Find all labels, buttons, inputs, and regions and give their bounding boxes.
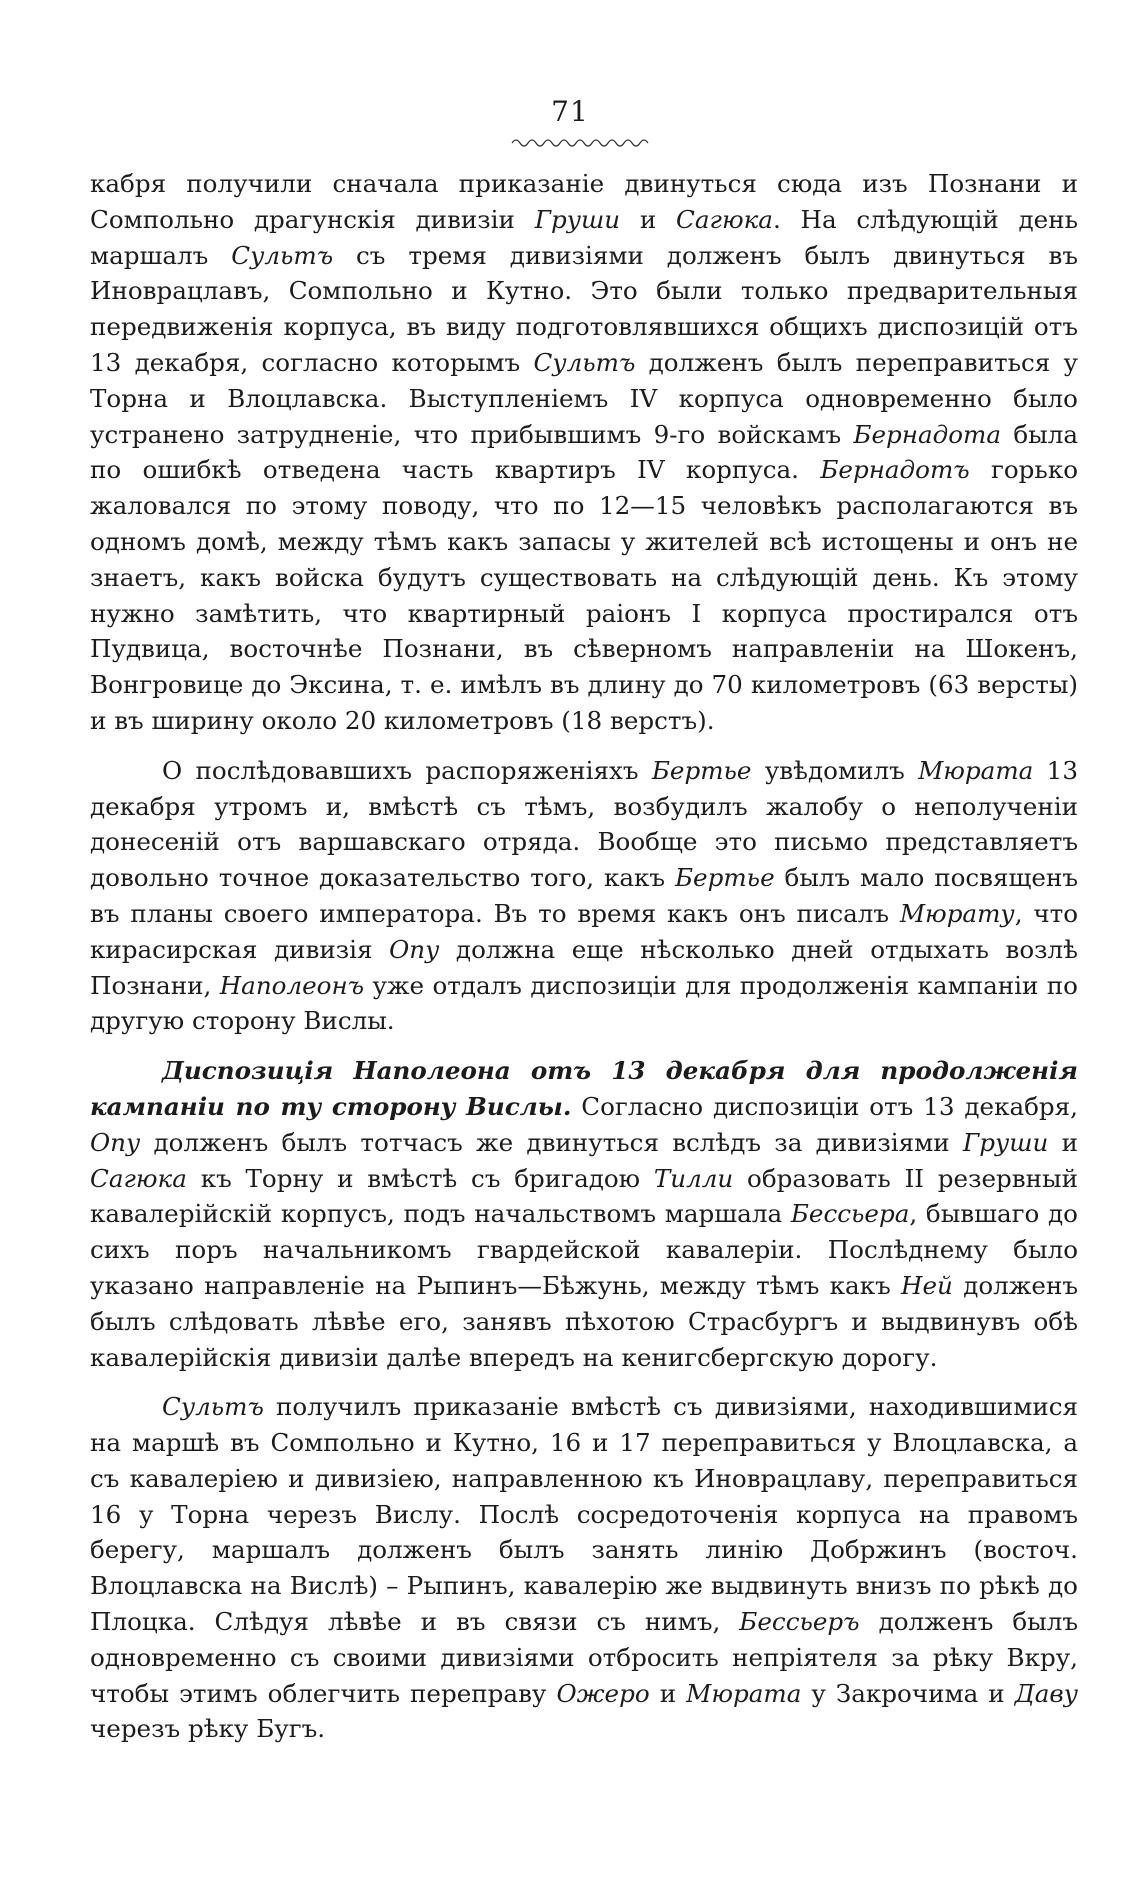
text-run: съ тремя дивизіями долженъ былъ двинуться въ Иноврацлавъ, Сомпольно и Кутно. Это были только предварительныя передвиженія корпуса, въ виду подготовлявшихся общихъ диспозицій отъ 13 декабря, согласно которымъ: [90, 240, 1078, 377]
body-text: [90, 166, 1078, 1747]
text-run: кабря получили сначала приказаніе двинуться сюда изъ Познани и Сомпольно драгунскія дивизіи: [90, 169, 1078, 234]
italic-name: Сагюка: [676, 204, 773, 234]
italic-name: Мюрата: [918, 755, 1034, 785]
italic-name: Наполеонъ: [219, 970, 365, 1000]
italic-name: Бертье: [651, 755, 752, 785]
text-run: . На слѣдующій день маршалъ: [90, 204, 1079, 270]
italic-name: Бертье: [674, 863, 775, 893]
italic-name: Опу: [389, 934, 440, 964]
text-run: была по ошибкѣ отведена часть квартиръ IV корпуса.: [90, 419, 1078, 485]
italic-name: Сультъ: [162, 1392, 264, 1422]
paragraph-4: [90, 1389, 1078, 1747]
text-run: Согласно диспозиціи отъ 13 декабря,: [571, 1091, 1078, 1121]
italic-name: Мюрату: [899, 898, 1015, 928]
italic-name: Даву: [1014, 1678, 1078, 1708]
text-run: уже отдалъ диспозиціи для продолженія кампаніи по другую сторону Вислы.: [90, 970, 1078, 1036]
text-run: и: [649, 1678, 687, 1708]
paragraph-3: [90, 1053, 1078, 1375]
italic-name: Груши: [534, 204, 621, 234]
italic-name: Бессьера: [790, 1199, 910, 1229]
text-run: и: [1048, 1127, 1078, 1157]
italic-name: Сультъ: [231, 240, 334, 270]
wavy-ornament-icon: [510, 136, 650, 150]
italic-name: Бессьеръ: [739, 1607, 860, 1637]
italic-name: Тилли: [653, 1163, 734, 1193]
italic-name: Груши: [962, 1127, 1049, 1157]
italic-name: Бернадота: [853, 419, 1002, 449]
text-run: 13 декабря утромъ и, вмѣстѣ съ тѣмъ, возбудилъ жалобу о неполученіи донесеній отъ варшавскаго отряда. Вообще это письмо представляетъ довольно точное доказательство того, какъ: [90, 755, 1078, 893]
italic-name: Ожеро: [556, 1678, 650, 1708]
text-run: къ Торну и вмѣстѣ съ бригадою: [186, 1163, 654, 1193]
italic-name: Мюрата: [686, 1678, 802, 1708]
paragraph-2: [90, 753, 1078, 1039]
text-run: получилъ приказаніе вмѣстѣ съ дивизіями, находившимися на маршѣ въ Сомпольно и Кутно, 16 и 17 переправиться у Влоцлавска, а съ кавалеріею и дивизіею, направленною къ Иноврацлаву, переправиться 16 у Торна черезъ Вислу. Послѣ сосредоточенія корпуса на правомъ берегу, маршалъ долженъ былъ занять линію Добржинъ (восточ. Влоцлавска на Вислѣ) – Рыпинъ, кавалерію же выдвинуть внизъ по рѣкѣ до Плоцка. Слѣдуя лѣвѣе и въ связи съ нимъ,: [90, 1392, 1078, 1637]
text-run: былъ мало посвященъ въ планы своего императора. Въ то время какъ онъ писалъ: [90, 863, 1078, 928]
text-run: , что кирасирская дивизія: [90, 898, 1078, 964]
text-run: долженъ былъ слѣдовать лѣвѣе его, занявъ пѣхотою Страсбургъ и выдвинувъ обѣ кавалерійскія дивизіи далѣе впередъ на кенигсбергскую дорогу.: [90, 1270, 1078, 1372]
paragraph-1: [90, 166, 1078, 739]
text-run: горько жаловался по этому поводу, что по 12—15 человѣкъ располагаются въ одномъ домѣ, между тѣмъ какъ запасы у жителей всѣ истощены и онъ не знаетъ, какъ войска будутъ существовать на слѣдующій день. Къ этому нужно замѣтить, что квартирный раіонъ I корпуса простирался отъ Пудвица, восточнѣе Познани, въ сѣверномъ направленіи на Шокенъ, Вонгровице до Эксина, т. е. имѣлъ въ длину до 70 километровъ (63 версты) и въ ширину около 20 километровъ (18 верстъ).: [90, 455, 1078, 735]
text-run: должна еще нѣсколько дней отдыхать возлѣ Познани,: [90, 934, 1078, 1000]
text-run: О послѣдовавшихъ распоряженіяхъ: [162, 755, 652, 785]
italic-name: Ней: [901, 1270, 953, 1300]
page-number: 71: [551, 95, 589, 128]
text-run: , бывшаго до сихъ поръ начальникомъ гвардейской кавалеріи. Послѣднему было указано направленіе на Рыпинъ—Бѣжунь, между тѣмъ какъ: [90, 1199, 1078, 1300]
text-run: образовать II резервный кавалерійскій корпусъ, подъ начальствомъ маршала: [90, 1163, 1078, 1229]
italic-name: Опу: [90, 1127, 141, 1157]
text-run: долженъ былъ переправиться у Торна и Влоцлавска. Выступленіемъ IV корпуса одновременно было устранено затрудненіе, что прибывшимъ 9-го войскамъ: [90, 347, 1079, 449]
text-run: и: [620, 204, 677, 234]
text-run: черезъ рѣку Бугъ.: [90, 1714, 326, 1744]
text-run: у Закрочима и: [801, 1678, 1015, 1708]
italic-name: Сультъ: [533, 347, 636, 377]
text-run: долженъ былъ тотчасъ же двинуться вслѣдъ за дивизіями: [140, 1127, 963, 1157]
text-run: увѣдомилъ: [751, 755, 919, 785]
text-run: долженъ былъ одновременно съ своими дивизіями отбросить непріятеля за рѣку Вкру, чтобы этимъ облегчить переправу: [90, 1607, 1079, 1708]
italic-name: Сагюка: [90, 1163, 187, 1193]
section-heading: Диспозиція Наполеона отъ 13 декабря для продолженія кампаніи по ту сторону Вислы.: [90, 1056, 1078, 1121]
italic-name: Бернадотъ: [820, 455, 970, 485]
